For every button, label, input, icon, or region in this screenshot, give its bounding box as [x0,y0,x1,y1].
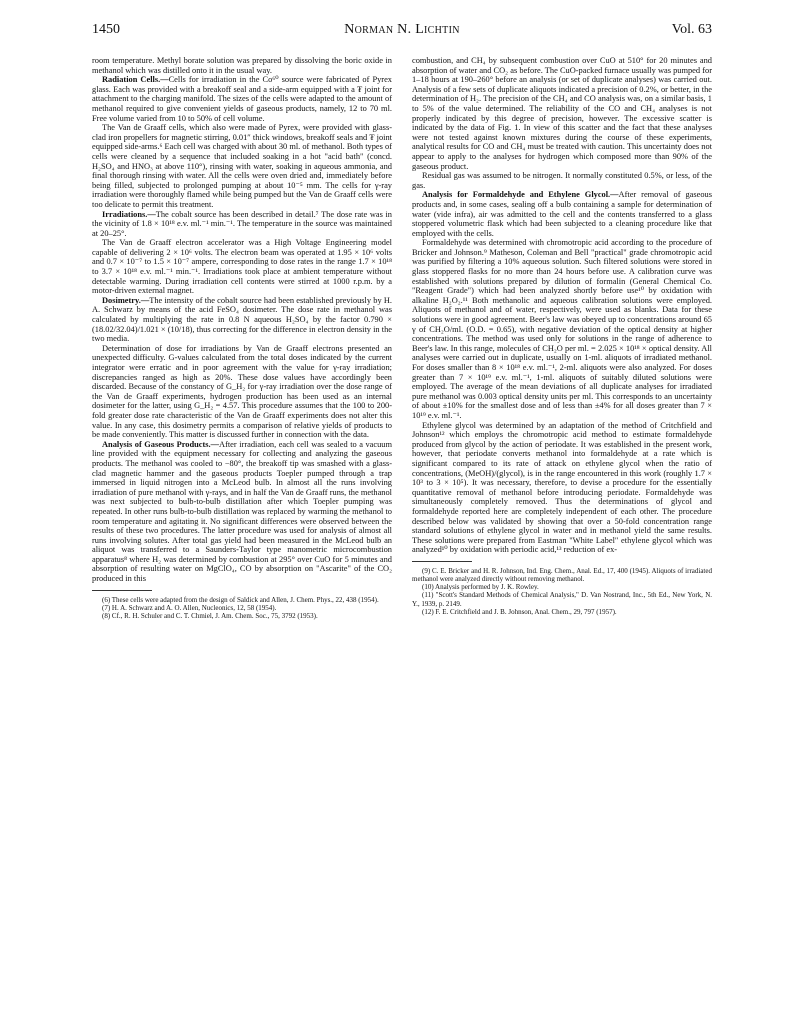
right-column [412,56,712,616]
paragraph [412,171,712,190]
footnote: (6) These cells were adapted from the design of Saldick and Allen, J. Chem. Phys., 22, 438 (1954). [102,595,379,604]
paragraph [92,296,392,344]
footnote-rule [92,590,152,591]
section-heading: Irradiations.— [102,209,156,219]
left-body-text [92,56,392,584]
page-number: 1450 [92,22,120,37]
left-footnotes [92,596,392,621]
paragraph-text: Ethylene glycol was determined by an adaptation of the method of Critchfield and Johnson¹² which employs the chromotropic acid method to estimate formaldehyde produced from glycol by the action of periodate. It was established in the present work, however, that periodate converts methanol into formaldehyde at a rate which is significant compared to its rate of attack on ethylene glycol when the ratio of concentrations, (MeOH)/(glycol), is in the range encountered in this work (roughly 1.7 × 10³ to 3 × 10⁵). It was necessary, therefore, to devise a procedure for the essentially quantitative removal of methanol before introducing periodate. Formaldehyde was simultaneously completely removed. Thus the determinations of glycol and formaldehyde reported here are completely independent of each other. The procedure described below was validated by showing that over a 50-fold concentration range standard solutions of ethylene glycol in water and in methanol yield the same results. These solutions were prepared from Eastman "White Label" ethylene glycol which was analyzed¹⁰ by oxidation with periodic acid,¹³ reduction of ex- [412,420,712,555]
footnote-rule [412,561,472,562]
paragraph [92,56,392,75]
footnote: (9) C. E. Bricker and H. R. Johnson, Ind. Eng. Chem., Anal. Ed., 17, 400 (1945). Aliquots of irradiated methanol were analyzed directly without removing methanol. [412,566,712,584]
footnote: (12) F. E. Critchfield and J. B. Johnson, Anal. Chem., 29, 797 (1957). [422,607,617,616]
footnote: (7) H. A. Schwarz and A. O. Allen, Nucleonics, 12, 58 (1954). [102,603,277,612]
paragraph-text: After removal of gaseous products and, in some cases, sealing off a bulb containing a sample for determination of water (vide infra), air was admitted to the cell and the contents transferred to a glass stoppered volumetric flask which had been subjected to a cleaning procedure like that employed with the cells. [412,190,712,238]
section-heading: Analysis for Formaldehyde and Ethylene Glycol.— [422,190,619,200]
paragraph [92,238,392,296]
paragraph-text: Residual gas was assumed to be nitrogen. It normally constituted 0.5%, or less, of the gas. [412,171,712,190]
right-body-text [412,56,712,555]
paragraph-text: The Van de Graaff electron accelerator was a High Voltage Engineering model capable of delivering 2 × 10⁶ volts. The electron beam was operated at 1.95 × 10⁶ volts and 0.7 × 10⁻⁷ to 1.5 × 10⁻⁷ ampere, corresponding to dose rates in the range 1.7 × 10¹⁸ to 3.7 × 10¹⁸ e.v. ml.⁻¹ min.⁻¹. Irradiations took place at ambient temperature without detectable warming. During irradiation cell contents were stirred at 1000 r.p.m. by a motor-driven external magnet. [92,238,392,296]
paragraph-text: Cells for irradiation in the Co⁶⁰ source were fabricated of Pyrex glass. Each was provided with a breakoff seal and a side-arm equipped with a ₮ joint for attachment to the charging manifold. The sizes of the cells were adapted to the amount of methanol required to give convenient yields of gaseous products, namely, 12 to 70 ml. Free volume varied from 10 to 50% of cell volume. [92,75,392,123]
paragraph [92,440,392,584]
paragraph [92,75,392,123]
page-header [92,22,712,40]
running-author: Norman N. Lichtin [344,22,460,37]
paragraph [92,344,392,440]
section-heading: Analysis of Gaseous Products.— [102,439,220,449]
paragraph [92,210,392,239]
footnote: (11) "Scott's Standard Methods of Chemical Analysis," D. Van Nostrand, Inc., 5th Ed., New York, N. Y., 1939, p. 2149. [412,591,712,608]
paragraph-text: The cobalt source has been described in detail.⁷ The dose rate was in the vicinity of 1.8 × 10¹⁸ e.v. ml.⁻¹ min.⁻¹. The temperature in the source was maintained at 20–25°. [92,209,392,238]
paragraph-text: The Van de Graaff cells, which also were made of Pyrex, were provided with glass-clad iron propellers for magnetic stirring, 0.01″ thick windows, breakoff seals and ₮ joint equipped side-arms.⁶ Each cell was charged with about 30 ml. of methanol. Both types of cells were cleaned by a sequence that included soaking in a hot "acid bath" (concd. H₂SO₄ and HNO₃ at above 110°), rinsing with water, soaking in aqueous ammonia, and final thorough rinsing with water. All the cells were oven dried and, immediately before being filled, subjected to prolonged pumping at about 10⁻⁵ mm. The cells for γ-ray irradiation were thoroughly flamed while being pumped but the Van de Graaff cells were too delicate to permit this treatment. [92,123,392,209]
left-column [92,56,392,620]
paragraph-text: After irradiation, each cell was sealed to a vacuum line provided with the equipment necessary for collecting and analyzing the gaseous products. The methanol was cooled to −80°, the breakoff tip was smashed with a glass-clad magnetic hammer and the gaseous products Toepler pumped through a trap immersed in liquid nitrogen into a McLeod bulb. In almost all the runs involving irradiation of pure methanol with γ-rays, and in half the Van de Graaff runs, the methanol was next subjected to bulb-to-bulb distillation after which Toepler pumping was repeated. In other runs bulb-to-bulb distillation was replaced by warming the methanol to room temperature and agitating it. No significant differences were observed between the results of these two procedures. The latter procedure was used for analysis of almost all runs involving solutes. After total gas yield had been measured in the McLeod bulb an aliquot was transferred to a Saunders-Taylor type manometric microcombustion apparatus⁸ where H₂ was determined by combustion at 295° over CuO for 5 minutes and absorption of resulting water on MgClO₄, CO by absorption on "Ascarite" of the CO₂ produced in this [92,439,392,584]
paragraph-text: combustion, and CH₄ by subsequent combustion over CuO at 510° for 20 minutes and absorption of water and CO₂ as before. The CuO-packed furnace usually was pumped for 1–18 hours at 190–260° before an analysis (or set of duplicate analyses) was carried out. Analysis of a few sets of duplicate aliquots indicated a precision of 0.2%, or better, in the determination of H₂. The precision of the CH₄ and CO analysis was, on a similar basis, 1 to 5% of the value determined. The reliability of the CO and CH₄ analyses is not properly indicated by this degree of precision, however. The excessive scatter is indicated by the data of Fig. 1. In view of this scatter and the fact that these analyses were not tested against known mixtures during the course of these experiments, analytical results for CO and CH₄ must be treated with caution. This uncertainty does not appear to apply to the analyses for hydrogen which composed more than 90% of the gaseous product. [412,56,712,171]
paragraph [412,421,712,555]
footnote: (8) Cf., R. H. Schuler and C. T. Chmiel, J. Am. Chem. Soc., 75, 3792 (1953). [102,612,318,621]
volume-label: Vol. 63 [671,22,712,37]
paragraph-text: room temperature. Methyl borate solution was prepared by dissolving the boric oxide in methanol which was distilled onto it in the usual way. [92,56,392,75]
paragraph [412,56,712,171]
section-heading: Dosimetry.— [102,295,150,305]
right-footnotes [412,567,712,616]
section-heading: Radiation Cells.— [102,75,169,85]
paragraph [92,123,392,209]
paragraph-text: Determination of dose for irradiations by Van de Graaff electrons presented an unexpected difficulty. G-values calculated from the total doses indicated by the current integrator were erratic and in poor agreement with the value for γ-ray irradiation; discrepancies ranged as high as 20%. These dose values have accordingly been discarded. Because of the constancy of G_H₂ for γ-ray irradiation over the dose range of the Van de Graaff experiments, hydrogen production has been used as an internal dosimeter for the latter, using G_H₂ = 4.57. This procedure assumes that the 100 to 200-fold greater dose rate characteristic of the Van de Graaff experiments does not alter this value. In any case, this dosimetry permits a comparison of relative yields of products to be made conveniently. This matter is discussed further in connection with the data. [92,343,392,440]
paragraph-text: Formaldehyde was determined with chromotropic acid according to the procedure of Bricker and Johnson.⁹ Matheson, Coleman and Bell "practical" grade chromotropic acid was purified by filtering a 10% aqueous solution. Such filtered solutions were stored in glass stoppered flasks for no more than 24 hours before use. A calibration curve was established with solutions prepared by dilution of formalin (General Chemical Co. "Reagent Grade") which had been analyzed shortly before use¹⁰ by oxidation with alkaline H₂O₂.¹¹ Both methanolic and aqueous calibration solutions were employed. Aliquots of methanol and of water, respectively, were used as blanks. Data for these solutions were in good agreement. Beer's law was obeyed up to concentrations around 65 γ of CH₂O/ml. (O.D. = 0.65), with negative deviation of the optical density at higher concentrations. The method was used only for solutions in the range of adherence to Beer's law. In this range, molecules of CH₂O per ml. = 2.025 × 10¹⁸ × optical density. All analyses were carried out in duplicate, usually on 1-ml. aliquots of irradiated methanol. For doses smaller than 8 × 10¹⁸ e.v. ml.⁻¹, 2-ml. aliquots were also analyzed. For doses greater than 7 × 10¹⁹ e.v. ml.⁻¹, 1-ml. aliquots of suitably diluted solutions were employed. The average of the mean deviations of all duplicate analyses for irradiated pure methanol was 0.003 optical density units per ml. This corresponds to an uncertainty of about ±10% for the smallest dose and of less than ±4% for all doses greater than 7 × 10¹⁹ e.v. ml.⁻¹. [412,238,712,420]
paragraph-text: The intensity of the cobalt source had been established previously by H. A. Schwarz by means of the acid FeSO₄ dosimeter. The dose rate in methanol was calculated by multiplying the rate in 0.8 N aqueous H₂SO₄ by the factor 0.790 × (18.02/32.04)/1.021 × (10/18), thus correcting for the difference in electron density in the two media. [92,295,392,344]
paragraph [412,238,712,420]
paragraph [412,190,712,238]
footnote: (10) Analysis performed by J. K. Rowley. [422,583,539,592]
